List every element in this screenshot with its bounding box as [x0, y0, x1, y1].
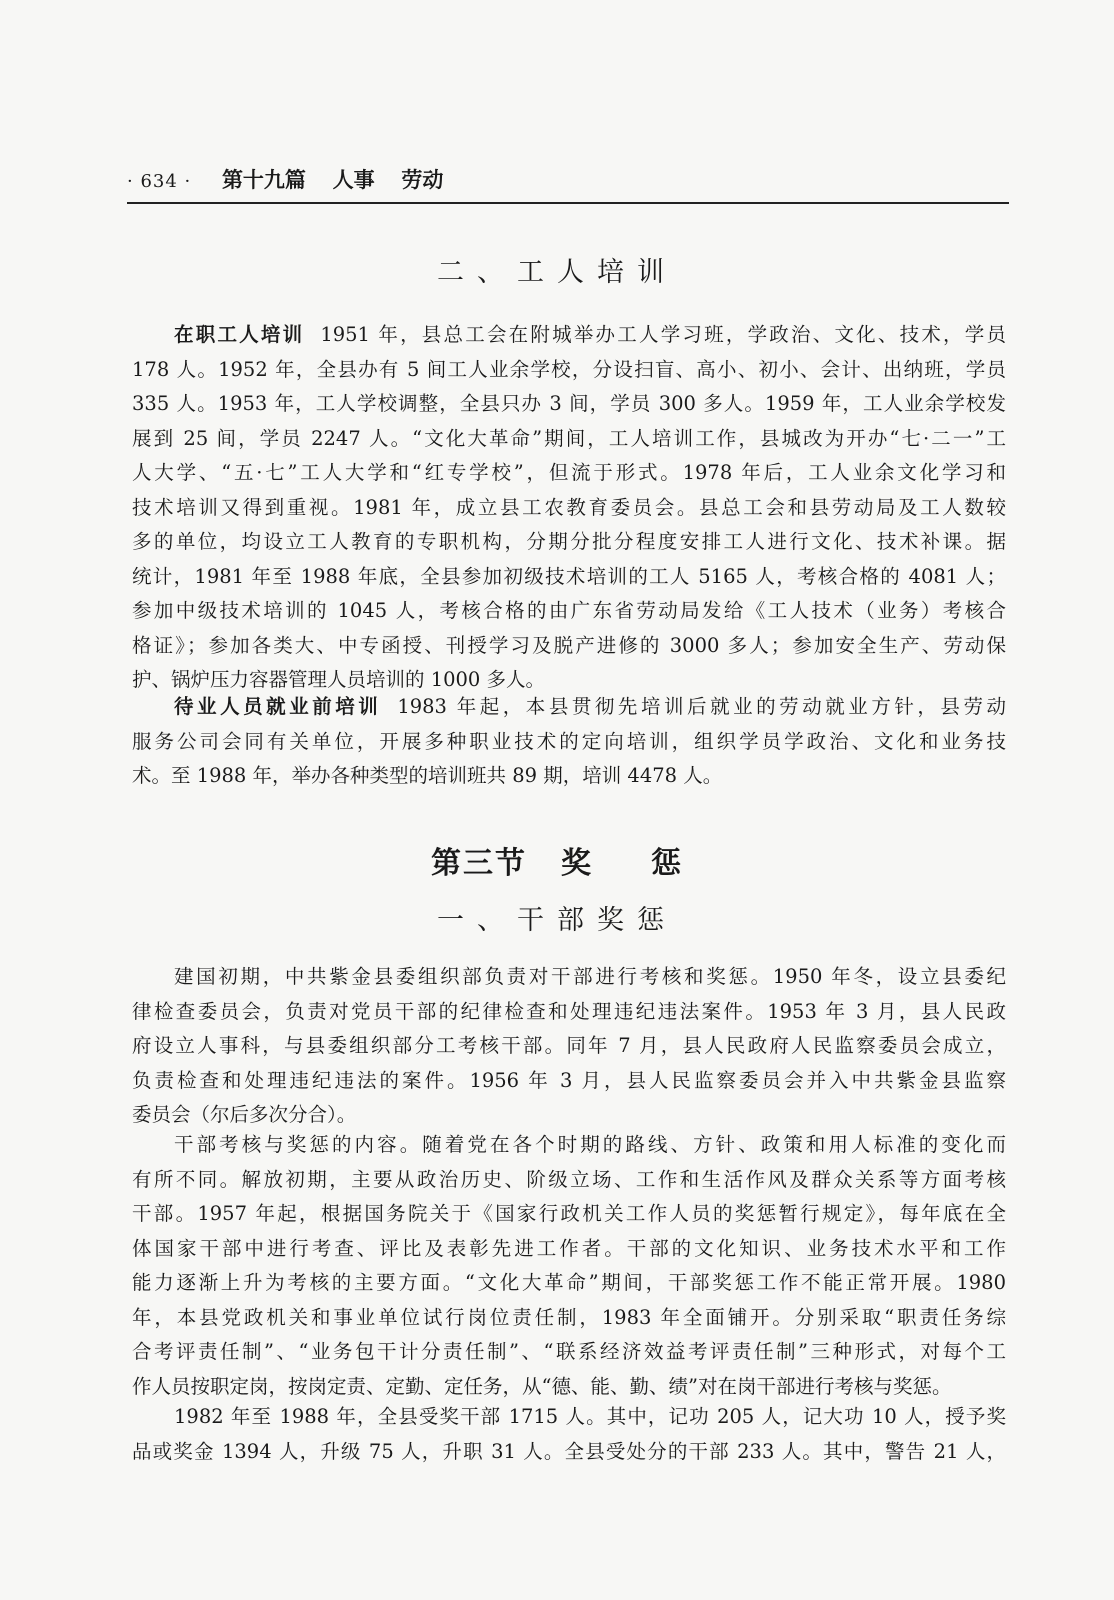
paragraph-early-period: [132, 960, 1006, 1133]
paragraph-line: 技术培训又得到重视。1981 年，成立县工农教育委员会。县总工会和县劳动局及工人数较: [132, 495, 1006, 519]
paragraph-line: 律检查委员会，负责对党员干部的纪律检查和处理违纪违法案件。1953 年 3 月，县人民政: [132, 999, 1006, 1023]
paragraph-line: 服务公司会同有关单位，开展多种职业技术的定向培训，组织学员学政治、文化和业务技: [132, 729, 1006, 753]
paragraph-line: 格证》；参加各类大、中专函授、刊授学习及脱产进修的 3000 多人；参加安全生产、劳动保: [132, 633, 1006, 657]
paragraph-line: 统计，1981 年至 1988 年底，全县参加初级技术培训的工人 5165 人，考核合格的 4081 人；: [132, 564, 1006, 588]
term-heading: 待业人员就业前培训: [174, 695, 382, 718]
paragraph-line: 作人员按职定岗，按岗定责、定勤、定任务，从“德、能、勤、绩”对在岗干部进行考核与奖惩。: [132, 1374, 952, 1398]
page-number: · 634 ·: [127, 171, 192, 192]
running-header: [127, 160, 1009, 204]
subsection-title-worker-training: 二、工人培训: [437, 257, 677, 288]
paragraph-line: 府设立人事科，与县委组织部分工考核干部。同年 7 月，县人民政府人民监察委员会成立，: [132, 1034, 1006, 1057]
paragraph-line: 1982 年至 1988 年，全县受奖干部 1715 人。其中，记功 205 人，记大功 10 人，授予奖: [174, 1405, 1006, 1428]
paragraph-line: 178 人。1952 年，全县办有 5 间工人业余学校，分设扫盲、高小、初小、会计、出纳班，学员: [132, 357, 1006, 381]
paragraph-line: 335 人。1953 年，工人学校调整，全县只办 3 间，学员 300 多人。1959 年，工人业余学校发: [132, 392, 1006, 415]
paragraph-line: 体国家干部中进行考查、评比及表彰先进工作者。干部的文化知识、业务技术水平和工作: [132, 1236, 1006, 1260]
paragraph-inservice-training: [132, 318, 1006, 698]
paragraph-preemployment-training: [132, 690, 1006, 794]
paragraph-line: 护、锅炉压力容器管理人员培训的 1000 多人。: [132, 668, 546, 691]
paragraph-assessment-content: [132, 1128, 1006, 1404]
paragraph-line: 人大学、“五·七”工人大学和“红专学校”，但流于形式。1978 年后，工人业余文化学习和: [132, 461, 1006, 484]
paragraph-line: 干部考核与奖惩的内容。随着党在各个时期的路线、方针、政策和用人标准的变化而: [174, 1133, 1006, 1156]
paragraph-line: 参加中级技术培训的 1045 人，考核合格的由广东省劳动局发给《工人技术（业务）考核合: [132, 599, 1006, 622]
paragraph-line: 年，本县党政机关和事业单位试行岗位责任制，1983 年全面铺开。分别采取“职责任务综: [132, 1305, 1006, 1329]
paragraph-line: 术。至 1988 年，举办各种类型的培训班共 89 期，培训 4478 人。: [132, 764, 723, 787]
chapter-label: 第十九篇: [221, 168, 306, 192]
paragraph-line: 有所不同。解放初期，主要从政治历史、阶级立场、工作和生活作风及群众关系等方面考核: [132, 1167, 1006, 1191]
paragraph-line: 合考评责任制”、“业务包干计分责任制”、“联系经济效益考评责任制”三种形式，对每个工: [132, 1340, 1006, 1363]
paragraph-line: 在职工人培训 1951 年，县总工会在附城举办工人学习班，学政治、文化、技术，学员: [174, 323, 1006, 346]
paragraph-line: 品或奖金 1394 人，升级 75 人，升职 31 人。全县受处分的干部 233 人。其中，警告 21 人，: [132, 1439, 1006, 1463]
paragraph-line: 干部。1957 年起，根据国务院关于《国家行政机关工作人员的奖惩暂行规定》，每年底在全: [132, 1202, 1006, 1225]
paragraph-line: 多的单位，均设立工人教育的专职机构，分期分批分程度安排工人进行文化、技术补课。据: [132, 530, 1006, 553]
paragraph-line: 能力逐渐上升为考核的主要方面。“文化大革命”期间，干部奖惩工作不能正常开展。1980: [132, 1271, 1006, 1294]
paragraph-line: 建国初期，中共紫金县委组织部负责对干部进行考核和奖惩。1950 年冬，设立县委纪: [174, 965, 1006, 988]
paragraph-line: 展到 25 间，学员 2247 人。“文化大革命”期间，工人培训工作，县城改为开办“七·二一”工: [132, 426, 1006, 450]
term-heading: 在职工人培训: [174, 323, 305, 346]
paragraph-line: 委员会（尔后多次分合）。: [132, 1103, 357, 1126]
paragraph-line: 负责检查和处理违纪违法的案件。1956 年 3 月，县人民监察委员会并入中共紫金县监察: [132, 1068, 1006, 1092]
section-title-rewards-punishments: 第三节 奖 惩: [431, 846, 683, 881]
paragraph-statistics: [132, 1400, 1006, 1469]
paragraph-line: 待业人员就业前培训 1983 年起，本县贯彻先培训后就业的劳动就业方针，县劳动: [174, 695, 1006, 718]
header-topic-2: 劳动: [401, 168, 444, 192]
subsection-title-cadre-rewards: 一、干部奖惩: [437, 905, 677, 936]
header-topic-1: 人事: [332, 168, 375, 192]
